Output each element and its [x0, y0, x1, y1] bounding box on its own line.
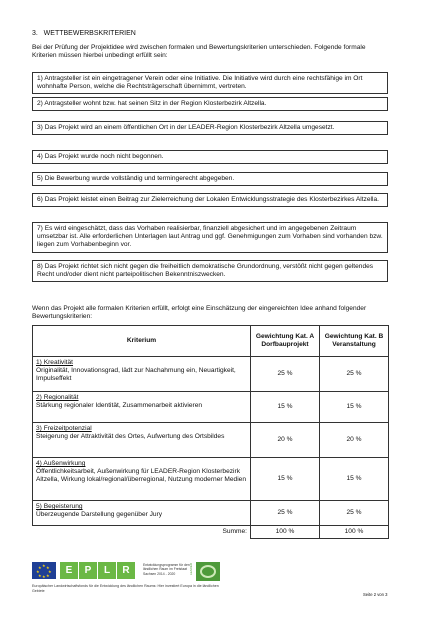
table-row: [33, 458, 389, 501]
criterion-description: Überzeugende Darstellung gegenüber Jury: [36, 511, 163, 519]
page-number: Seite 2 von 3: [363, 592, 388, 597]
evaluation-intro: Wenn das Projekt alle formalen Kriterien erfüllt, erfolgt eine Einschätzung der eingereichten Idee anhand folgender Bewertungskriterien:: [32, 305, 367, 321]
criterion-cell: [33, 458, 251, 501]
weight-a: 20 %: [251, 423, 320, 458]
intro-paragraph: Bei der Prüfung der Projektidee wird zwischen formalen und Bewertungskriterien unterschieden. Folgende formale Kriterien müssen hierbei unbedingt erfüllt sein:: [32, 44, 366, 60]
sum-a: 100 %: [251, 526, 320, 539]
header-col-a: Gewichtung Kat. A Dorfbauprojekt: [251, 326, 320, 357]
page-footer: [32, 562, 392, 604]
leader-label: LEADER: [189, 563, 193, 576]
weight-b: 15 %: [320, 458, 389, 501]
eplr-logo: [60, 562, 135, 579]
criterion-title: 1) Kreativität: [36, 359, 74, 366]
formal-criterion-6: 6) Das Projekt leistet einen Beitrag zur Zielerreichung der Lokalen Entwicklungsstrategie des Klosterbezirkes Altzella.: [32, 193, 388, 207]
eplr-letter: P: [79, 562, 97, 579]
formal-criterion-1: 1) Antragsteller ist ein eingetragener Verein oder eine Initiative. Die Initiative wird durch eine rechtsfähige im Ort wohnhafte Person, welche die Rechtsträgerschaft übernimmt, vertreten.: [32, 72, 388, 94]
leader-logo: [196, 562, 220, 581]
sum-b: 100 %: [320, 526, 389, 539]
header-col-b: Gewichtung Kat. B Veranstaltung: [320, 326, 389, 357]
criterion-description: Öffentlichkeitsarbeit, Außenwirkung für LEADER-Region Klosterbezirk Altzella, Wirkung lokal/regional/überregional, Nutzung moderner Medien: [36, 468, 247, 484]
criterion-title: 5) Begeisterung: [36, 503, 83, 510]
eplr-letter: E: [60, 562, 78, 579]
criterion-cell: [33, 357, 251, 392]
table-row: [33, 423, 389, 458]
criterion-cell: [33, 392, 251, 423]
table-header-row: [33, 326, 389, 357]
criterion-cell: [33, 501, 251, 526]
formal-criterion-2: 2) Antragsteller wohnt bzw. hat seinen Sitz in der Region Klosterbezirk Altzella.: [32, 97, 388, 111]
weight-b: 15 %: [320, 392, 389, 423]
weight-b: 25 %: [320, 501, 389, 526]
formal-criterion-7: 7) Es wird eingeschätzt, dass das Vorhaben realisierbar, finanziell abgesichert und im angegebenen Zeitraum umsetzbar ist. Alle erforderlichen Unterlagen laut Antrag und ggf. Genehmigungen zum Vorhaben sind vorhanden bzw. liegen zum Vorhabenbeginn vor.: [32, 222, 388, 253]
formal-criterion-5: 5) Die Bewerbung wurde vollständig und termingerecht abgegeben.: [32, 172, 388, 186]
eplr-letter: R: [117, 562, 135, 579]
table-row: [33, 501, 389, 526]
header-criterion: Kriterium: [33, 326, 251, 357]
weight-a: 25 %: [251, 501, 320, 526]
sum-row: [33, 526, 389, 539]
leader-swirl-icon: [200, 565, 216, 578]
weight-b: 25 %: [320, 357, 389, 392]
section-heading: 3. WETTBEWERBSKRITERIEN: [32, 30, 136, 37]
formal-criterion-3: 3) Das Projekt wird an einem öffentlichen Ort in der LEADER-Region Klosterbezirk Altzella umgesetzt.: [32, 121, 388, 135]
formal-criterion-4: 4) Das Projekt wurde noch nicht begonnen.: [32, 150, 388, 164]
formal-criterion-8: 8) Das Projekt richtet sich nicht gegen die freiheitlich demokratische Grundordnung, verstößt nicht gegen geltendes Recht und/oder dient nicht parteipolitischen Bekenntniszwecken.: [32, 260, 388, 282]
funding-statement: Europäischer Landwirtschaftsfonds für die Entwicklung des ländlichen Raums: Hier investiert Europa in die ländlichen Gebiete: [32, 584, 219, 593]
criterion-description: Stärkung regionaler Identität, Zusammenarbeit aktivieren: [36, 402, 203, 410]
weight-a: 25 %: [251, 357, 320, 392]
eu-flag-logo: ★ ★ ★ ★ ★ ★ ★ ★: [32, 562, 56, 579]
criterion-cell: [33, 423, 251, 458]
eplr-letter: L: [98, 562, 116, 579]
table-row: [33, 357, 389, 392]
weight-a: 15 %: [251, 458, 320, 501]
criterion-title: 2) Regionalität: [36, 394, 79, 401]
criterion-description: Originalität, Innovationsgrad, lädt zur Nachahmung ein, Neuartigkeit, Impulseffekt: [36, 367, 236, 383]
criterion-title: 4) Außenwirkung: [36, 460, 86, 467]
sum-label: Summe:: [33, 526, 251, 539]
weight-b: 20 %: [320, 423, 389, 458]
table-row: [33, 392, 389, 423]
criterion-title: 3) Freizeitpotenzial: [36, 425, 92, 432]
criterion-description: Steigerung der Attraktivität des Ortes, Aufwertung des Ortsbildes: [36, 433, 225, 441]
weight-a: 15 %: [251, 392, 320, 423]
eplr-caption: Entwicklungsprogramm für den ländlichen Raum im Freistaat Sachsen 2014 - 2020: [143, 563, 190, 576]
evaluation-criteria-table: [32, 325, 389, 539]
